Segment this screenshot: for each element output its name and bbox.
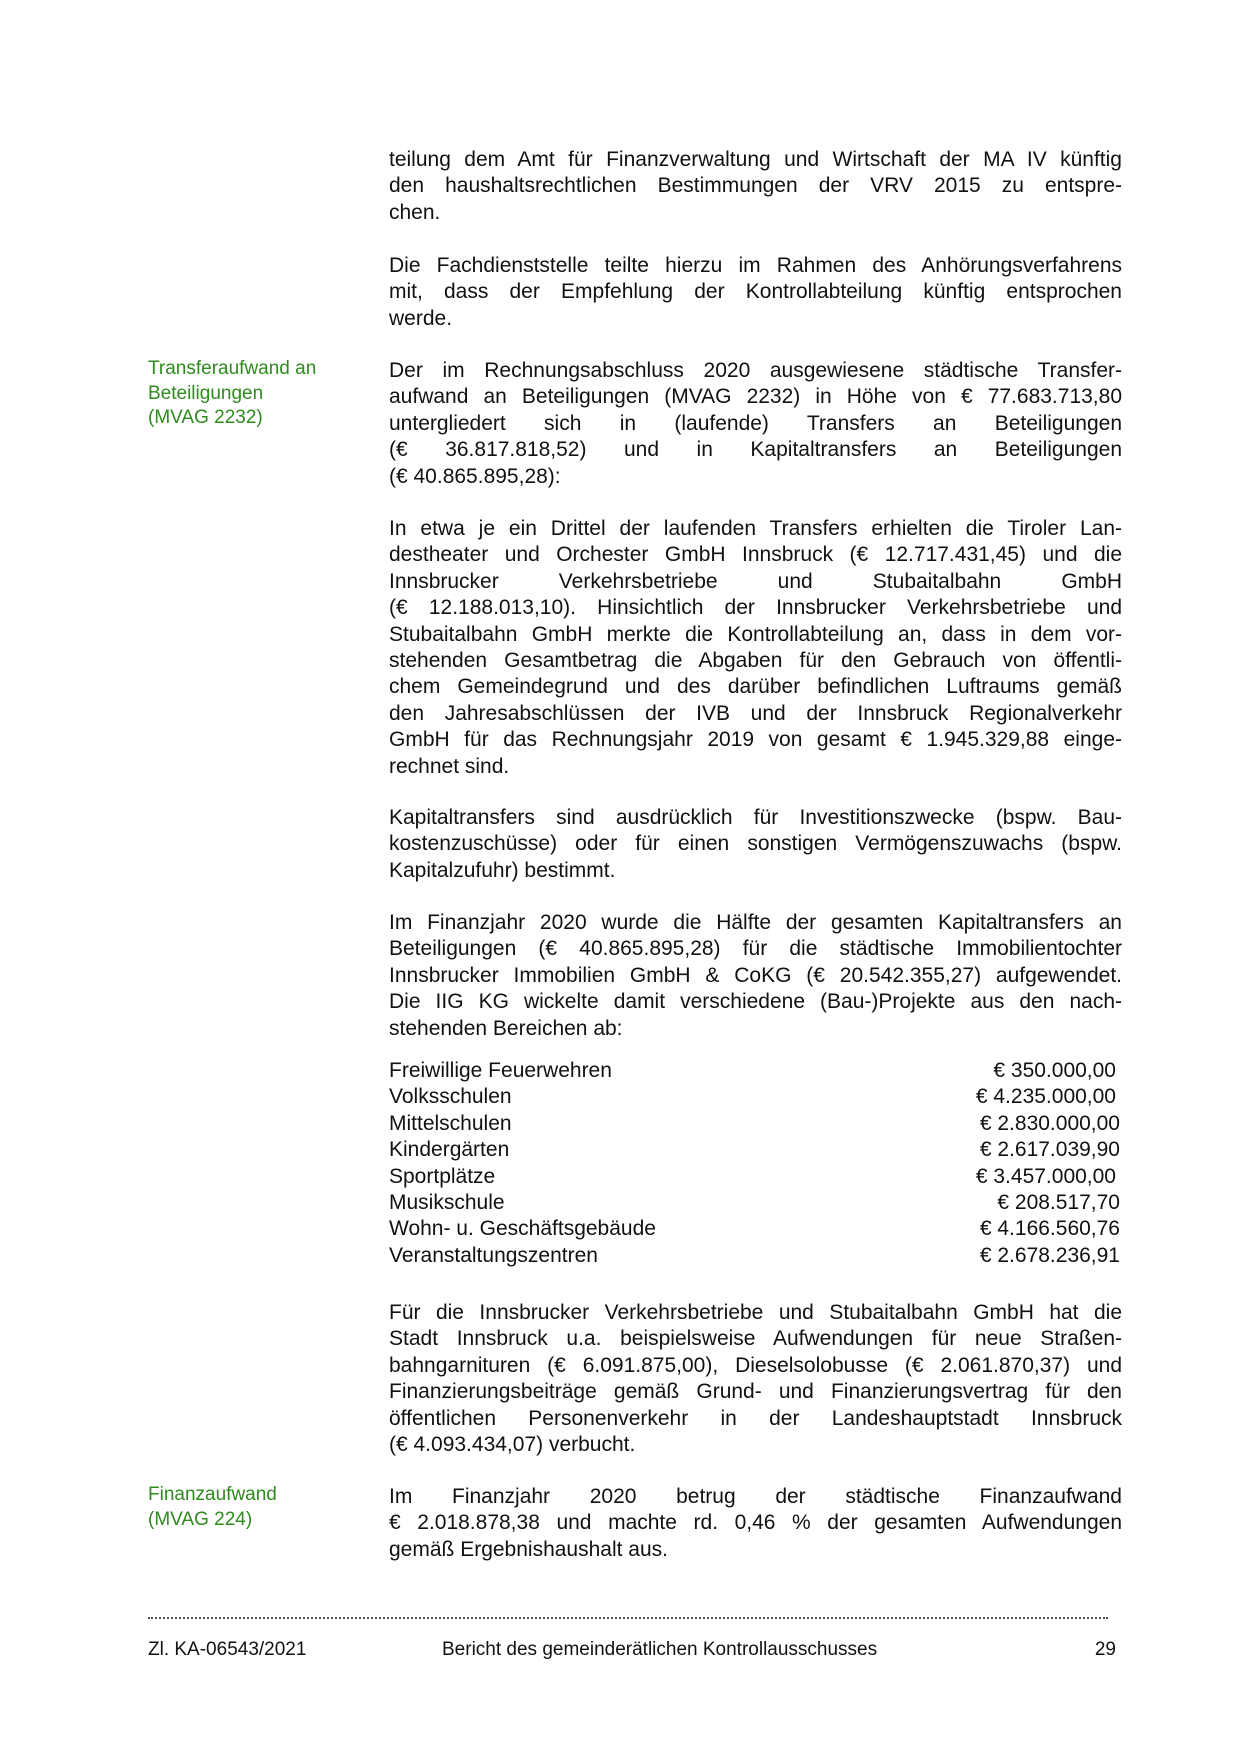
list-item — [389, 1137, 1122, 1163]
text-line: Im Finanzjahr 2020 wurde die Hälfte der gesamten Kapitaltransfers an — [389, 911, 1122, 934]
project-label: Volksschulen — [389, 1085, 512, 1109]
side-heading-line: (MVAG 224) — [148, 1508, 253, 1530]
footer-divider — [148, 1617, 1108, 1619]
text-line: gemäß Ergebnishaushalt aus. — [389, 1537, 668, 1561]
project-label: Musikschule — [389, 1190, 505, 1214]
side-heading-line: Finanzaufwand — [148, 1484, 277, 1505]
project-amount: € 3.457.000,00 — [975, 1164, 1116, 1188]
text-line: Finanzierungsbeiträge gemäß Grund- und Finanzierungsvertrag für den — [389, 1380, 1122, 1404]
project-label: Veranstaltungszentren — [389, 1243, 598, 1267]
side-heading-line: Transferaufwand an — [148, 358, 317, 379]
text-line: Beteiligungen (€ 40.865.895,28) für die städtische Immobilientochter — [389, 937, 1122, 961]
side-heading-line: (MVAG 2232) — [148, 407, 263, 428]
project-label: Freiwillige Feuerwehren — [389, 1059, 612, 1082]
project-amount: € 350.000,00 — [993, 1059, 1116, 1082]
paragraph-6 — [389, 910, 1122, 1042]
footer-reference: Zl. KA-06543/2021 — [148, 1639, 307, 1660]
paragraph-7 — [389, 1300, 1122, 1458]
side-heading-transferaufwand — [148, 357, 368, 431]
project-label: Mittelschulen — [389, 1111, 512, 1135]
text-line: stehenden Gesamtbetrag die Abgaben für den Gebrauch von öffentli- — [389, 649, 1122, 673]
side-heading-finanzaufwand — [148, 1483, 368, 1532]
list-item — [389, 1111, 1122, 1137]
list-item — [389, 1084, 1122, 1110]
text-line: Innsbrucker Verkehrsbetriebe und Stubaitalbahn GmbH — [389, 569, 1122, 593]
project-amount: € 2.678.236,91 — [979, 1243, 1120, 1267]
text-line: Stubaitalbahn GmbH merkte die Kontrollabteilung an, dass in dem vor- — [389, 622, 1122, 646]
list-item — [389, 1164, 1122, 1190]
project-amount: € 2.617.039,90 — [979, 1138, 1120, 1162]
side-heading-line: Beteiligungen — [148, 382, 264, 404]
paragraph-1 — [389, 147, 1122, 226]
text-line: untergliedert sich in (laufende) Transfers an Beteiligungen — [389, 411, 1122, 435]
text-line: mit, dass der Empfehlung der Kontrollabteilung künftig entsprochen — [389, 280, 1122, 304]
text-line: werde. — [389, 306, 453, 330]
paragraph-4 — [389, 516, 1122, 780]
text-line: Die Fachdienststelle teilte hierzu im Rahmen des Anhörungsverfahrens — [389, 254, 1122, 277]
text-line: bahngarnituren (€ 6.091.875,00), Dieselsolobusse (€ 2.061.870,37) und — [389, 1353, 1122, 1377]
text-line: aufwand an Beteiligungen (MVAG 2232) in Höhe von € 77.683.713,80 — [389, 385, 1122, 409]
project-amount: € 4.235.000,00 — [975, 1085, 1116, 1109]
text-line: Für die Innsbrucker Verkehrsbetriebe und Stubaitalbahn GmbH hat die — [389, 1301, 1122, 1324]
project-amount: € 4.166.560,76 — [979, 1217, 1120, 1241]
project-list — [389, 1058, 1122, 1269]
text-line: chen. — [389, 200, 441, 224]
text-line: teilung dem Amt für Finanzverwaltung und Wirtschaft der MA IV künftig — [389, 148, 1122, 171]
text-line: rechnet sind. — [389, 754, 510, 778]
list-item — [389, 1216, 1122, 1242]
text-line: den Jahresabschlüssen der IVB und der Innsbruck Regionalverkehr — [389, 701, 1122, 725]
paragraph-5 — [389, 805, 1122, 884]
list-item — [389, 1190, 1122, 1216]
text-line: Stadt Innsbruck u.a. beispielsweise Aufwendungen für neue Straßen- — [389, 1327, 1122, 1351]
text-line: € 2.018.878,38 und machte rd. 0,46 % der gesamten Aufwendungen — [389, 1511, 1122, 1535]
project-amount: € 2.830.000,00 — [979, 1111, 1120, 1135]
text-line: Kapitaltransfers sind ausdrücklich für Investitionszwecke (bspw. Bau- — [389, 806, 1122, 829]
text-line: kostenzuschüsse) oder für einen sonstigen Vermögenszuwachs (bspw. — [389, 832, 1122, 856]
text-line: (€ 4.093.434,07) verbucht. — [389, 1433, 636, 1457]
project-amount: € 208.517,70 — [997, 1190, 1120, 1214]
text-line: chem Gemeindegrund und des darüber befindlichen Luftraums gemäß — [389, 675, 1122, 699]
text-line: In etwa je ein Drittel der laufenden Transfers erhielten die Tiroler Lan- — [389, 517, 1122, 540]
text-line: stehenden Bereichen ab: — [389, 1016, 623, 1040]
text-line: Der im Rechnungsabschluss 2020 ausgewiesene städtische Transfer- — [389, 359, 1122, 382]
footer-title: Bericht des gemeinderätlichen Kontrollausschusses — [442, 1639, 878, 1660]
text-line: Die IIG KG wickelte damit verschiedene (Bau-)Projekte aus den nach- — [389, 990, 1122, 1014]
project-label: Kindergärten — [389, 1138, 510, 1162]
project-label: Wohn- u. Geschäftsgebäude — [389, 1217, 656, 1241]
text-line: Im Finanzjahr 2020 betrug der städtische Finanzaufwand — [389, 1485, 1122, 1508]
text-line: (€ 40.865.895,28): — [389, 464, 561, 488]
text-line: Kapitalzufuhr) bestimmt. — [389, 858, 616, 882]
text-line: (€ 36.817.818,52) und in Kapitaltransfers an Beteiligungen — [389, 438, 1122, 462]
project-label: Sportplätze — [389, 1164, 496, 1188]
text-line: öffentlichen Personenverkehr in der Landeshauptstadt Innsbruck — [389, 1406, 1122, 1430]
list-item — [389, 1058, 1122, 1084]
text-line: Innsbrucker Immobilien GmbH & CoKG (€ 20.542.355,27) aufgewendet. — [389, 963, 1122, 987]
paragraph-3 — [389, 358, 1122, 490]
paragraph-8 — [389, 1484, 1122, 1563]
text-line: (€ 12.188.013,10). Hinsichtlich der Innsbrucker Verkehrsbetriebe und — [389, 596, 1122, 620]
text-line: GmbH für das Rechnungsjahr 2019 von gesamt € 1.945.329,88 einge- — [389, 728, 1122, 752]
page-number: 29 — [1094, 1639, 1116, 1660]
paragraph-2 — [389, 253, 1122, 332]
list-item — [389, 1243, 1122, 1269]
text-line: destheater und Orchester GmbH Innsbruck (€ 12.717.431,45) und die — [389, 543, 1122, 567]
text-line: den haushaltsrechtlichen Bestimmungen der VRV 2015 zu entspre- — [389, 174, 1122, 198]
